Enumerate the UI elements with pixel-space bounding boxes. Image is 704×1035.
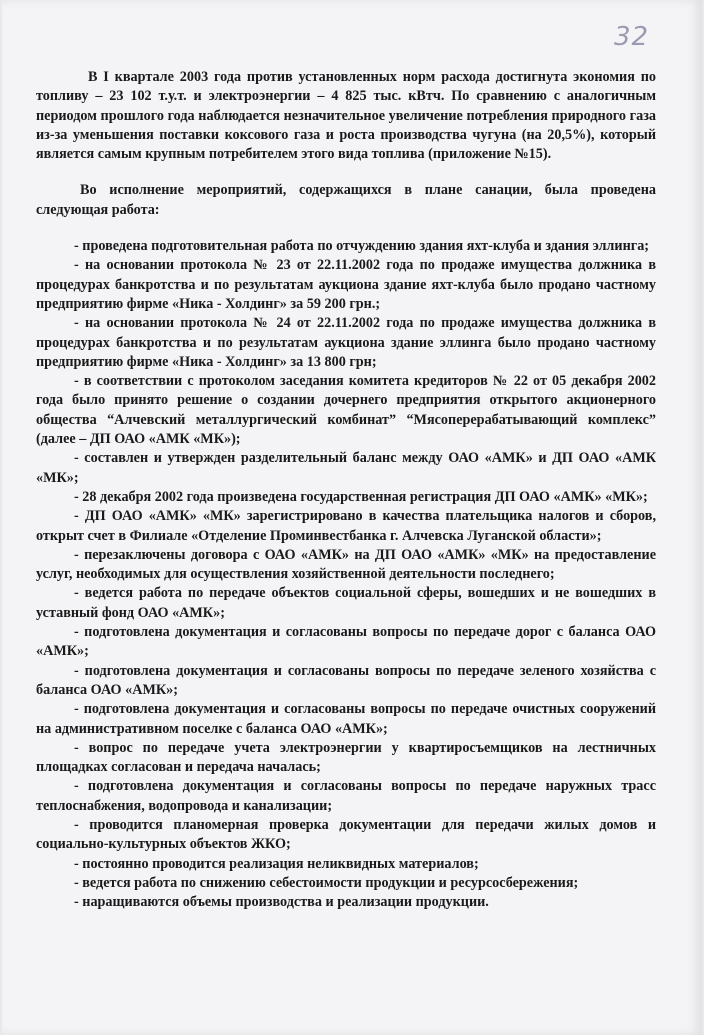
list-item: - вопрос по передаче учета электроэнергии у квартиросъемщиков на лестничных площадках согласован и передача началась;: [36, 739, 656, 776]
list-item: - 28 декабря 2002 года произведена государственная регистрация ДП ОАО «АМК» «МК»;: [74, 488, 648, 505]
list-item: - подготовлена документация и согласованы вопросы по передаче дорог с баланса ОАО «АМК»;: [36, 624, 656, 660]
list-item: - постоянно проводится реализация неликвидных материалов;: [74, 855, 479, 872]
list-item: - проведена подготовительная работа по отчуждению здания яхт-клуба и здания эллинга;: [74, 238, 650, 255]
list-item: - подготовлена документация и согласованы вопросы по передаче зеленого хозяйства с баланса ОАО «АМК»;: [36, 662, 656, 698]
list-item: - наращиваются объемы производства и реализации продукции.: [74, 894, 489, 911]
list-item: - в соответствии с протоколом заседания комитета кредиторов № 22 от 05 декабря 2002 года было принято решение о создании дочернего предприятия открытого акционерного общества “Алчевский металлургический комбинат” “Мясоперерабатывающий комплекс” (далее – ДП ОАО «АМК «МК»);: [36, 373, 656, 448]
list-item: - на основании протокола № 23 от 22.11.2002 года по продаже имущества должника в процедурах банкротства и по результатам аукциона здание яхт-клуба было продано частному предприятию фирме «Ника - Холдинг» за 59 200 грн.;: [36, 257, 656, 312]
list-item: - проводится планомерная проверка документации для передачи жилых домов и социально-культурных объектов ЖКО;: [36, 816, 656, 853]
list-item: - ведется работа по снижению себестоимости продукции и ресурсосбережения;: [74, 874, 579, 891]
list-item: - на основании протокола № 24 от 22.11.2002 года по продаже имущества должника в процедурах банкротства и по результатам аукциона здание эллинга было продано частному предприятию фирме «Ника - Холдинг» за 13 800 грн;: [36, 315, 656, 370]
list-item: - составлен и утвержден разделительный баланс между ОАО «АМК» и ДП ОАО «АМК «МК»;: [36, 450, 656, 486]
list-item: - перезаключены договора с ОАО «АМК» на ДП ОАО «АМК» «МК» на предоставление услуг, необходимых для осуществления хозяйственной деятельности последнего;: [36, 546, 656, 583]
list-item: - ДП ОАО «АМК» «МК» зарегистрировано в качества плательщика налогов и сборов, открыт счет в Филиале «Отделение Проминвестбанка г. Алчевска Луганской области»;: [36, 508, 656, 544]
list-item: - подготовлена документация и согласованы вопросы по передаче очистных сооружений на административном поселке с баланса ОАО «АМК»;: [36, 701, 656, 737]
document-page: [2, 0, 702, 1035]
list-item: - ведется работа по передаче объектов социальной сферы, вошедших и не вошедших в уставный фонд ОАО «АМК»;: [36, 585, 656, 621]
list-item: - подготовлена документация и согласованы вопросы по передаче наружных трасс теплоснабжения, водопровода и канализации;: [36, 778, 656, 814]
page-number: 32: [614, 22, 650, 52]
document-body: [36, 68, 656, 912]
paragraph-energy-economy: В I квартале 2003 года против установленных норм расхода достигнута экономия по топливу – 23 102 т.у.т. и электроэнергии – 4 825 тыс. кВтч. По сравнению с аналогичным периодом прошлого года наблюдается незначительное увеличение потребления природного газа из-за уменьшения поставки коксового газа и роста производства чугуна (на 20,5%), который является самым крупным потребителем этого вида топлива (приложение №15).: [36, 69, 656, 163]
paragraph-sanation-intro: Во исполнение мероприятий, содержащихся в плане санации, была проведена следующая работа:: [36, 182, 656, 218]
